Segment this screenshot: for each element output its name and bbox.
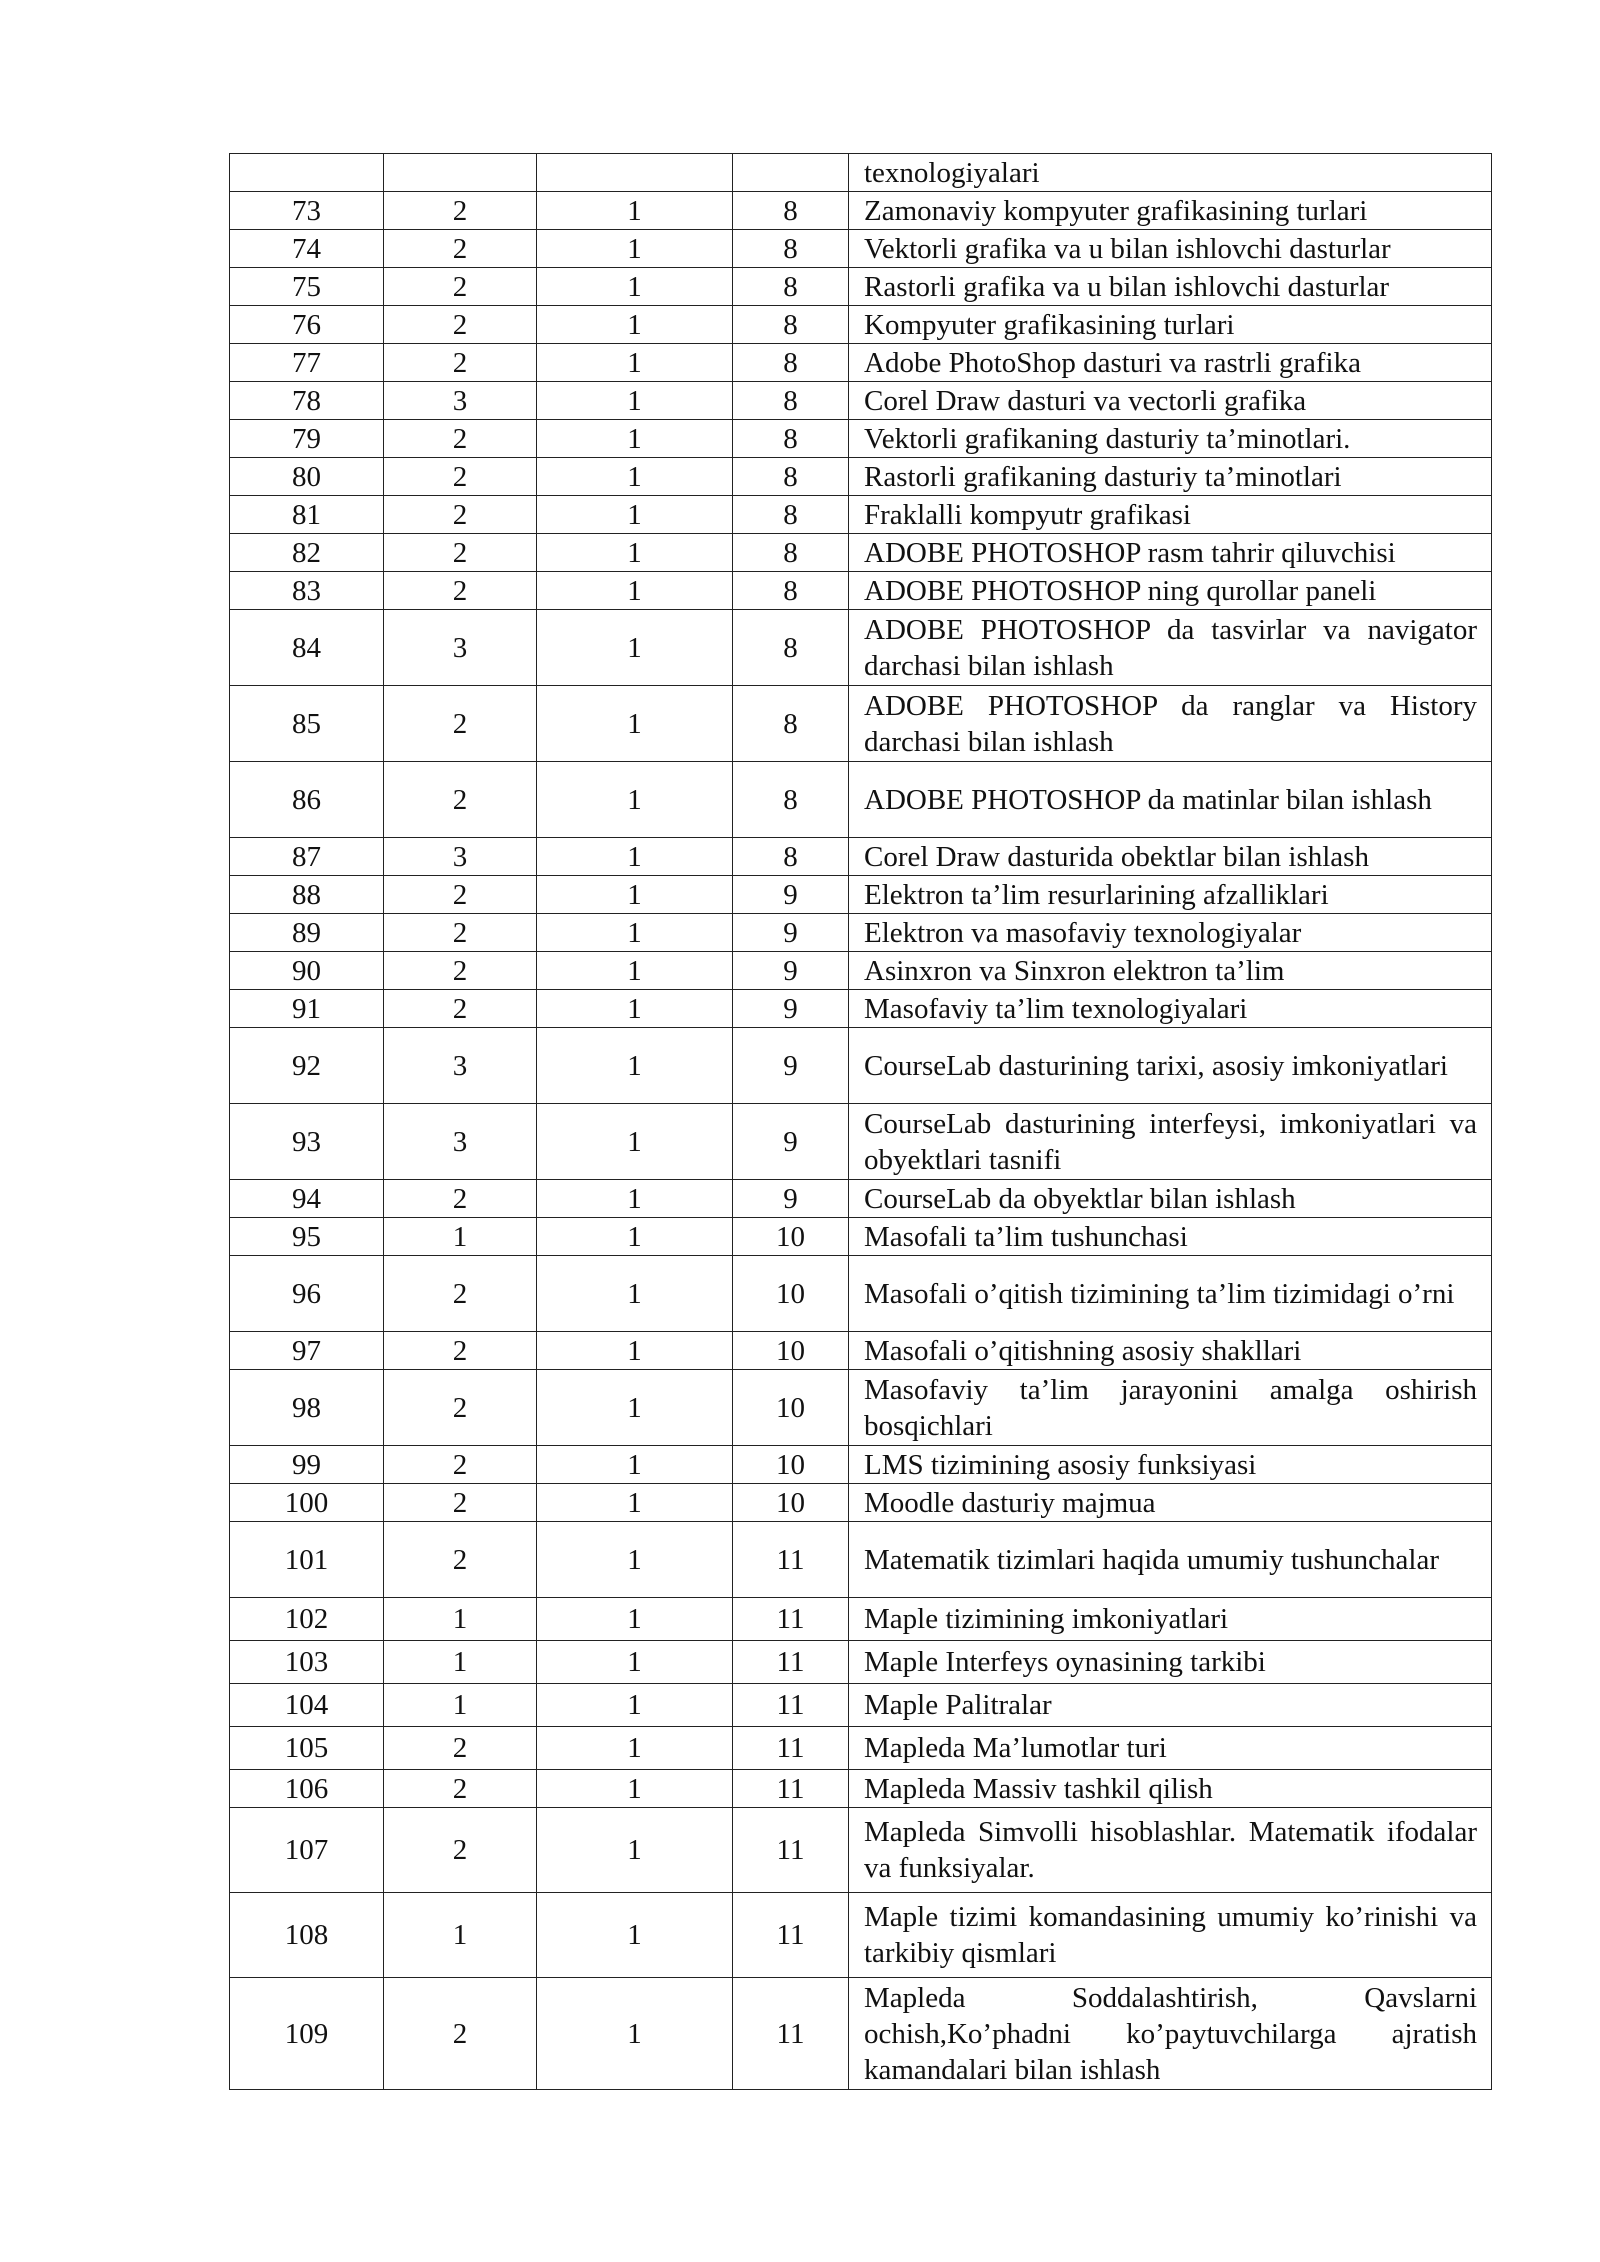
credit-cell: 1 [537, 762, 733, 838]
week-cell: 11 [733, 1641, 849, 1684]
table-row [230, 876, 1492, 914]
credit-cell: 1 [537, 1641, 733, 1684]
credit-cell: 1 [537, 458, 733, 496]
hours-cell: 3 [384, 838, 537, 876]
topic-cell: ADOBE PHOTOSHOP da tasvirlar va navigator darchasi bilan ishlash [849, 610, 1492, 686]
credit-cell: 1 [537, 838, 733, 876]
table-row [230, 990, 1492, 1028]
row-number-cell: 76 [230, 306, 384, 344]
table-row [230, 344, 1492, 382]
credit-cell: 1 [537, 1522, 733, 1598]
topic-cell: Mapleda Ma’lumotlar turi [849, 1727, 1492, 1770]
credit-cell: 1 [537, 876, 733, 914]
topic-cell: Mapleda Simvolli hisoblashlar. Matematik ifodalar va funksiyalar. [849, 1808, 1492, 1893]
table-row [230, 1808, 1492, 1893]
topic-cell: Maple Interfeys oynasining tarkibi [849, 1641, 1492, 1684]
credit-cell: 1 [537, 1218, 733, 1256]
week-cell: 8 [733, 686, 849, 762]
credit-cell: 1 [537, 1598, 733, 1641]
topic-cell: ADOBE PHOTOSHOP ning qurollar paneli [849, 572, 1492, 610]
credit-cell: 1 [537, 1180, 733, 1218]
hours-cell: 2 [384, 268, 537, 306]
row-number-cell: 108 [230, 1893, 384, 1978]
row-number-cell: 104 [230, 1684, 384, 1727]
week-cell: 9 [733, 914, 849, 952]
row-number-cell: 73 [230, 192, 384, 230]
week-cell: 8 [733, 306, 849, 344]
credit-cell: 1 [537, 1727, 733, 1770]
row-number-cell: 74 [230, 230, 384, 268]
hours-cell: 2 [384, 1727, 537, 1770]
topic-cell: Vektorli grafikaning dasturiy ta’minotlari. [849, 420, 1492, 458]
hours-cell: 2 [384, 306, 537, 344]
table-row [230, 610, 1492, 686]
hours-cell: 1 [384, 1218, 537, 1256]
week-cell: 11 [733, 1770, 849, 1808]
row-number-cell: 102 [230, 1598, 384, 1641]
topic-cell: Maple tizimining imkoniyatlari [849, 1598, 1492, 1641]
week-cell: 8 [733, 496, 849, 534]
credit-cell [537, 154, 733, 192]
topic-cell: Elektron va masofaviy texnologiyalar [849, 914, 1492, 952]
topic-cell: Adobe PhotoShop dasturi va rastrli grafika [849, 344, 1492, 382]
hours-cell: 2 [384, 1180, 537, 1218]
row-number-cell: 80 [230, 458, 384, 496]
table-row [230, 572, 1492, 610]
topic-cell: Masofali o’qitishning asosiy shakllari [849, 1332, 1492, 1370]
row-number-cell: 75 [230, 268, 384, 306]
row-number-cell: 81 [230, 496, 384, 534]
week-cell [733, 154, 849, 192]
credit-cell: 1 [537, 990, 733, 1028]
row-number-cell: 83 [230, 572, 384, 610]
week-cell: 11 [733, 1684, 849, 1727]
table-body [230, 154, 1492, 2090]
hours-cell: 3 [384, 1028, 537, 1104]
table-row [230, 1641, 1492, 1684]
week-cell: 11 [733, 1522, 849, 1598]
week-cell: 8 [733, 230, 849, 268]
row-number-cell: 96 [230, 1256, 384, 1332]
topic-cell: Mapleda Soddalashtirish, Qavslarni ochish,Ko’phadni ko’paytuvchilarga ajratish kamandalari bilan ishlash [849, 1978, 1492, 2090]
topic-cell: Kompyuter grafikasining turlari [849, 306, 1492, 344]
row-number-cell: 78 [230, 382, 384, 420]
credit-cell: 1 [537, 914, 733, 952]
credit-cell: 1 [537, 534, 733, 572]
credit-cell: 1 [537, 1446, 733, 1484]
credit-cell: 1 [537, 496, 733, 534]
topic-cell: Vektorli grafika va u bilan ishlovchi dasturlar [849, 230, 1492, 268]
topic-cell: Elektron ta’lim resurlarining afzalliklari [849, 876, 1492, 914]
topic-cell: Rastorli grafika va u bilan ishlovchi dasturlar [849, 268, 1492, 306]
hours-cell: 1 [384, 1641, 537, 1684]
row-number-cell: 79 [230, 420, 384, 458]
hours-cell: 2 [384, 458, 537, 496]
hours-cell: 2 [384, 1446, 537, 1484]
table-row [230, 762, 1492, 838]
table-row [230, 952, 1492, 990]
credit-cell: 1 [537, 306, 733, 344]
table-row [230, 534, 1492, 572]
row-number-cell: 101 [230, 1522, 384, 1598]
row-number-cell: 92 [230, 1028, 384, 1104]
week-cell: 11 [733, 1893, 849, 1978]
row-number-cell: 90 [230, 952, 384, 990]
week-cell: 8 [733, 838, 849, 876]
table-row [230, 154, 1492, 192]
credit-cell: 1 [537, 952, 733, 990]
week-cell: 10 [733, 1446, 849, 1484]
hours-cell [384, 154, 537, 192]
table-row [230, 192, 1492, 230]
credit-cell: 1 [537, 572, 733, 610]
topic-cell: Rastorli grafikaning dasturiy ta’minotlari [849, 458, 1492, 496]
hours-cell: 3 [384, 382, 537, 420]
table-row [230, 1684, 1492, 1727]
table-row [230, 268, 1492, 306]
week-cell: 11 [733, 1808, 849, 1893]
topic-cell: ADOBE PHOTOSHOP rasm tahrir qiluvchisi [849, 534, 1492, 572]
week-cell: 8 [733, 344, 849, 382]
table-row [230, 686, 1492, 762]
week-cell: 8 [733, 458, 849, 496]
credit-cell: 1 [537, 1893, 733, 1978]
table-row [230, 1370, 1492, 1446]
topic-cell: Masofaviy ta’lim jarayonini amalga oshirish bosqichlari [849, 1370, 1492, 1446]
table-row [230, 1522, 1492, 1598]
table-row [230, 1180, 1492, 1218]
topic-cell: Corel Draw dasturi va vectorli grafika [849, 382, 1492, 420]
hours-cell: 2 [384, 1978, 537, 2090]
hours-cell: 2 [384, 952, 537, 990]
week-cell: 9 [733, 1180, 849, 1218]
credit-cell: 1 [537, 1256, 733, 1332]
week-cell: 9 [733, 952, 849, 990]
hours-cell: 2 [384, 990, 537, 1028]
table-row [230, 382, 1492, 420]
credit-cell: 1 [537, 1028, 733, 1104]
week-cell: 11 [733, 1727, 849, 1770]
topic-cell: Asinxron va Sinxron elektron ta’lim [849, 952, 1492, 990]
topic-cell: ADOBE PHOTOSHOP da matinlar bilan ishlash [849, 762, 1492, 838]
hours-cell: 2 [384, 1256, 537, 1332]
table-row [230, 420, 1492, 458]
topic-cell: Masofali ta’lim tushunchasi [849, 1218, 1492, 1256]
row-number-cell: 77 [230, 344, 384, 382]
credit-cell: 1 [537, 268, 733, 306]
credit-cell: 1 [537, 1332, 733, 1370]
row-number-cell: 99 [230, 1446, 384, 1484]
row-number-cell: 100 [230, 1484, 384, 1522]
table-row [230, 1446, 1492, 1484]
week-cell: 8 [733, 762, 849, 838]
topic-cell: Maple Palitralar [849, 1684, 1492, 1727]
hours-cell: 2 [384, 876, 537, 914]
row-number-cell [230, 154, 384, 192]
topic-cell: Matematik tizimlari haqida umumiy tushunchalar [849, 1522, 1492, 1598]
week-cell: 10 [733, 1370, 849, 1446]
credit-cell: 1 [537, 686, 733, 762]
credit-cell: 1 [537, 1808, 733, 1893]
credit-cell: 1 [537, 1770, 733, 1808]
credit-cell: 1 [537, 1484, 733, 1522]
credit-cell: 1 [537, 1978, 733, 2090]
row-number-cell: 88 [230, 876, 384, 914]
table-row [230, 1484, 1492, 1522]
hours-cell: 2 [384, 1370, 537, 1446]
week-cell: 10 [733, 1218, 849, 1256]
week-cell: 8 [733, 572, 849, 610]
hours-cell: 2 [384, 1484, 537, 1522]
week-cell: 11 [733, 1598, 849, 1641]
row-number-cell: 109 [230, 1978, 384, 2090]
hours-cell: 2 [384, 762, 537, 838]
table-row [230, 458, 1492, 496]
topic-cell: LMS tizimining asosiy funksiyasi [849, 1446, 1492, 1484]
credit-cell: 1 [537, 192, 733, 230]
row-number-cell: 97 [230, 1332, 384, 1370]
schedule-table [229, 153, 1492, 2090]
table-row [230, 838, 1492, 876]
week-cell: 10 [733, 1484, 849, 1522]
table-row [230, 1104, 1492, 1180]
table-row [230, 1332, 1492, 1370]
hours-cell: 2 [384, 1808, 537, 1893]
row-number-cell: 106 [230, 1770, 384, 1808]
week-cell: 8 [733, 382, 849, 420]
week-cell: 10 [733, 1332, 849, 1370]
table-row [230, 1218, 1492, 1256]
hours-cell: 3 [384, 1104, 537, 1180]
table-row [230, 496, 1492, 534]
row-number-cell: 105 [230, 1727, 384, 1770]
table-row [230, 1893, 1492, 1978]
topic-cell: Corel Draw dasturida obektlar bilan ishlash [849, 838, 1492, 876]
table-row [230, 1598, 1492, 1641]
hours-cell: 1 [384, 1684, 537, 1727]
row-number-cell: 103 [230, 1641, 384, 1684]
credit-cell: 1 [537, 382, 733, 420]
topic-cell: Masofaviy ta’lim texnologiyalari [849, 990, 1492, 1028]
table-row [230, 1028, 1492, 1104]
topic-cell: Mapleda Massiv tashkil qilish [849, 1770, 1492, 1808]
table-row [230, 914, 1492, 952]
row-number-cell: 94 [230, 1180, 384, 1218]
topic-cell: Maple tizimi komandasining umumiy ko’rinishi va tarkibiy qismlari [849, 1893, 1492, 1978]
hours-cell: 2 [384, 1332, 537, 1370]
week-cell: 9 [733, 990, 849, 1028]
topic-cell: CourseLab dasturining interfeysi, imkoniyatlari va obyektlari tasnifi [849, 1104, 1492, 1180]
row-number-cell: 84 [230, 610, 384, 686]
table-row [230, 1978, 1492, 2090]
row-number-cell: 85 [230, 686, 384, 762]
topic-cell: Fraklalli kompyutr grafikasi [849, 496, 1492, 534]
row-number-cell: 107 [230, 1808, 384, 1893]
table-row [230, 1727, 1492, 1770]
hours-cell: 2 [384, 420, 537, 458]
credit-cell: 1 [537, 1104, 733, 1180]
hours-cell: 2 [384, 534, 537, 572]
topic-cell: ADOBE PHOTOSHOP da ranglar va History darchasi bilan ishlash [849, 686, 1492, 762]
week-cell: 9 [733, 876, 849, 914]
week-cell: 8 [733, 192, 849, 230]
hours-cell: 2 [384, 914, 537, 952]
table-row [230, 230, 1492, 268]
table-row [230, 1256, 1492, 1332]
hours-cell: 2 [384, 230, 537, 268]
week-cell: 8 [733, 268, 849, 306]
week-cell: 8 [733, 610, 849, 686]
credit-cell: 1 [537, 1370, 733, 1446]
hours-cell: 2 [384, 1770, 537, 1808]
week-cell: 9 [733, 1028, 849, 1104]
table-row [230, 306, 1492, 344]
credit-cell: 1 [537, 420, 733, 458]
hours-cell: 1 [384, 1598, 537, 1641]
row-number-cell: 98 [230, 1370, 384, 1446]
hours-cell: 2 [384, 496, 537, 534]
topic-cell: texnologiyalari [849, 154, 1492, 192]
credit-cell: 1 [537, 1684, 733, 1727]
row-number-cell: 82 [230, 534, 384, 572]
hours-cell: 1 [384, 1893, 537, 1978]
week-cell: 9 [733, 1104, 849, 1180]
hours-cell: 2 [384, 686, 537, 762]
row-number-cell: 86 [230, 762, 384, 838]
table-row [230, 1770, 1492, 1808]
week-cell: 11 [733, 1978, 849, 2090]
hours-cell: 2 [384, 1522, 537, 1598]
row-number-cell: 91 [230, 990, 384, 1028]
topic-cell: CourseLab dasturining tarixi, asosiy imkoniyatlari [849, 1028, 1492, 1104]
credit-cell: 1 [537, 230, 733, 268]
hours-cell: 2 [384, 192, 537, 230]
week-cell: 8 [733, 534, 849, 572]
week-cell: 8 [733, 420, 849, 458]
topic-cell: Moodle dasturiy majmua [849, 1484, 1492, 1522]
topic-cell: CourseLab da obyektlar bilan ishlash [849, 1180, 1492, 1218]
credit-cell: 1 [537, 344, 733, 382]
row-number-cell: 89 [230, 914, 384, 952]
row-number-cell: 95 [230, 1218, 384, 1256]
row-number-cell: 87 [230, 838, 384, 876]
week-cell: 10 [733, 1256, 849, 1332]
topic-cell: Masofali o’qitish tizimining ta’lim tizimidagi o’rni [849, 1256, 1492, 1332]
hours-cell: 3 [384, 610, 537, 686]
row-number-cell: 93 [230, 1104, 384, 1180]
hours-cell: 2 [384, 572, 537, 610]
topic-cell: Zamonaviy kompyuter grafikasining turlari [849, 192, 1492, 230]
hours-cell: 2 [384, 344, 537, 382]
credit-cell: 1 [537, 610, 733, 686]
